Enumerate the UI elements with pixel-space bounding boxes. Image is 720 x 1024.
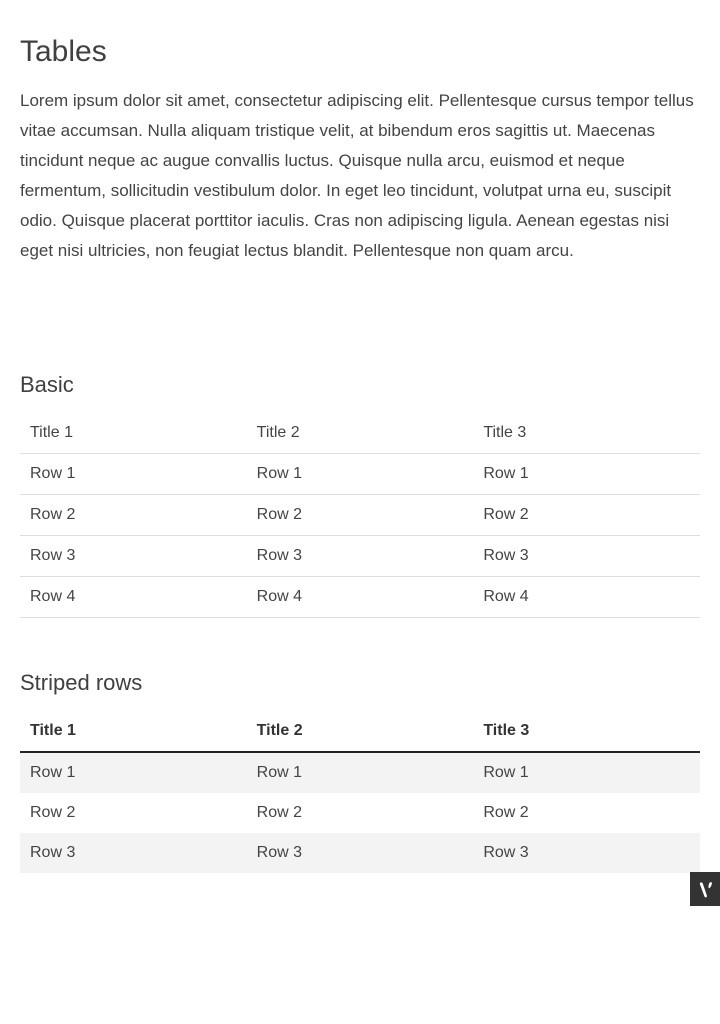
table-row [20,577,700,618]
table-cell: Row 1 [20,752,247,793]
table-cell: Row 2 [483,804,529,821]
table-cell: Row 3 [247,833,474,873]
table-cell: Row 3 [473,536,700,577]
column-header: Title 3 [473,711,700,752]
table-cell: Row 4 [20,577,247,618]
table-row [20,536,700,577]
section-heading-basic: Basic [20,372,74,397]
table-cell: Row 1 [20,454,247,495]
page-title: Tables [20,35,107,68]
table-cell: Row 1 [247,752,474,793]
table-header-row [20,711,700,752]
column-header: Title 1 [20,413,247,454]
table-cell: Row 4 [473,577,700,618]
table-row [20,495,700,536]
table-cell: Row 2 [247,495,474,536]
table-cell: Row 1 [473,454,700,495]
column-header: Title 2 [247,711,474,752]
section-heading-striped: Striped rows [20,670,143,695]
table-row [20,752,700,793]
table-cell: Row 3 [473,833,700,873]
table-cell: Row 2 [30,804,76,821]
table-cell: Row 3 [20,536,247,577]
column-header: Title 1 [20,711,247,752]
table-row [20,454,700,495]
content-area [0,32,720,873]
v-mark-icon [697,880,714,899]
table-cell: Row 1 [473,752,700,793]
table-header-row [20,413,700,454]
table-cell: Row 1 [247,454,474,495]
basic-table-head [20,413,700,454]
basic-table [20,413,700,618]
striped-table-body [20,752,700,873]
striped-table-head [20,711,700,752]
table-cell: Row 3 [20,833,247,873]
column-header: Title 2 [247,413,474,454]
intro-paragraph: Lorem ipsum dolor sit amet, consectetur adipiscing elit. Pellentesque cursus tempor tellus vitae accumsan. Nulla aliquam tristique velit, at bibendum eros sagittis ut. Maecenas tincidunt neque ac augue convallis luctus. Quisque nulla arcu, euismod et neque fermentum, sollicitudin vestibulum dolor. In eget leo tincidunt, volutpat urna eu, suscipit odio. Quisque placerat porttitor iaculis. Cras non adipiscing ligula. Aenean egestas nisi eget nisi ultricies, non feugiat lectus blandit. Pellentesque non quam arcu. [20,91,694,260]
table-cell: Row 4 [247,577,474,618]
table-cell: Row 2 [20,495,247,536]
table-cell: Row 2 [256,804,303,821]
logo-badge[interactable] [690,872,720,906]
striped-table [20,711,700,873]
table-cell: Row 2 [473,495,700,536]
table-row [20,793,700,833]
table-row [20,833,700,873]
table-cell: Row 3 [247,536,474,577]
column-header: Title 3 [473,413,700,454]
basic-table-body [20,454,700,618]
